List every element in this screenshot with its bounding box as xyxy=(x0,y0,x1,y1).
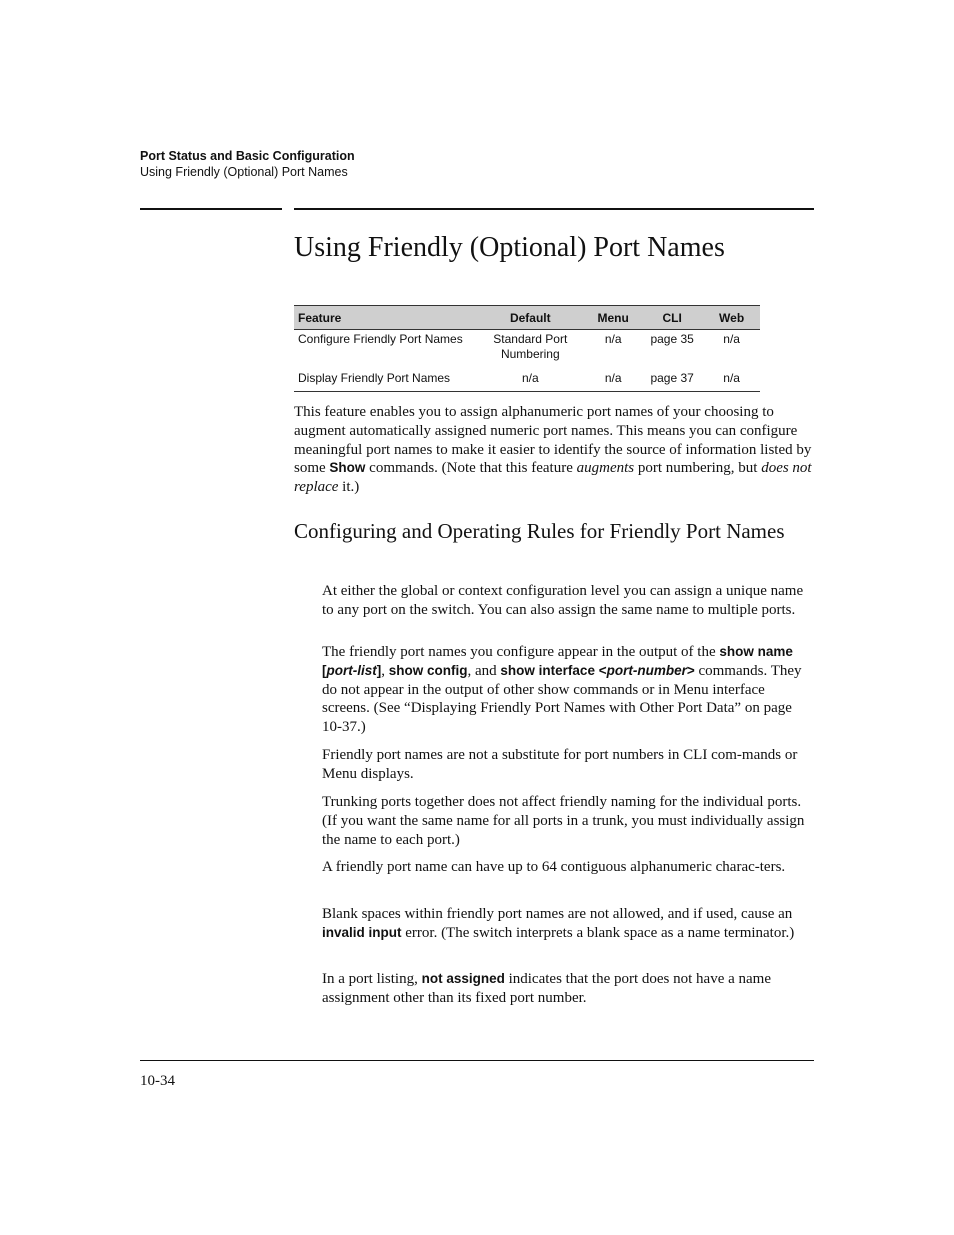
column-header-web: Web xyxy=(703,306,760,330)
rule-paragraph-1: At either the global or context configuration level you can assign a unique name to any port on the switch. You can also assign the same name to multiple ports. xyxy=(322,583,804,618)
rule-2-text-1: The friendly port names you configure appear in the output of the xyxy=(322,644,720,660)
table-cell-feature: Configure Friendly Port Names xyxy=(298,332,463,346)
rule-paragraph-5: A friendly port name can have up to 64 contiguous alphanumeric charac-ters. xyxy=(322,859,786,875)
rule-paragraph-3: Friendly port names are not a substitute for port numbers in CLI com-mands or Menu displays. xyxy=(322,747,798,782)
param-port-number: port-number xyxy=(606,662,687,678)
rule-2-text-2: , xyxy=(381,662,389,679)
keyword-not-assigned: not assigned xyxy=(421,971,505,986)
emphasis-augments: augments xyxy=(576,460,635,477)
table-cell-web: n/a xyxy=(723,332,740,346)
running-head xyxy=(140,148,355,180)
header-rule-left xyxy=(140,208,282,210)
rule-2-text-4: commands. They do not appear in the output of other show commands or in Menu interface screens. (See “Displaying Friendly Port Names with Other Port Data” on page 10-37.) xyxy=(322,662,802,736)
rule-2-text-3: , and xyxy=(467,662,501,679)
command-show-name: show name [ xyxy=(322,644,793,678)
page-title: Using Friendly (Optional) Port Names xyxy=(294,232,725,263)
table-cell-cli: page 37 xyxy=(641,369,703,392)
param-port-list: port-list xyxy=(326,662,377,678)
angle-close: > xyxy=(686,662,695,678)
keyword-invalid-input: invalid input xyxy=(322,924,402,940)
column-header-feature: Feature xyxy=(294,306,475,330)
rule-paragraph-2 xyxy=(322,643,814,737)
rule-7-text-2: indicates that the port does not have a name assignment other than its fixed port number. xyxy=(322,971,772,1006)
table-cell-menu: n/a xyxy=(604,332,622,346)
table-cell-web: n/a xyxy=(703,369,760,392)
table-cell-default xyxy=(475,330,585,370)
rule-6-text-2: error. (The switch interprets a blank space as a name terminator.) xyxy=(401,924,795,941)
intro-text-1: This feature enables you to assign alphanumeric port names of your choosing to augment automatically assigned numeric port names. This means you can configure meaningful port names to make it easier to identify the source of information listed by some xyxy=(294,404,812,477)
intro-text-3: port numbering, but xyxy=(634,460,762,477)
intro-text-2: commands. (Note that this feature xyxy=(365,460,577,477)
intro-text-4: it.) xyxy=(338,479,360,496)
footer-rule xyxy=(140,1060,814,1061)
table-header-row xyxy=(294,306,760,330)
table-row xyxy=(294,369,760,392)
running-head-title: Port Status and Basic Configuration xyxy=(140,149,355,163)
default-line-2: Numbering xyxy=(500,347,560,361)
rule-7-text-1: In a port listing, xyxy=(322,971,422,987)
rule-paragraph-6 xyxy=(322,905,814,943)
feature-table xyxy=(294,305,760,392)
emphasis-does-not-replace: does not replace xyxy=(294,460,812,496)
command-show-interface: show interface < xyxy=(500,662,607,678)
command-show-config: show config xyxy=(388,662,468,678)
show-keyword: Show xyxy=(329,460,366,476)
rule-paragraph-4: Trunking ports together does not affect friendly naming for the individual ports. (If you want the same name for all ports in a trunk, you must individually assign the name to each port.) xyxy=(322,794,805,848)
rule-6-text-1: Blank spaces within friendly port names are not allowed, and if used, cause an xyxy=(322,906,793,922)
intro-paragraph xyxy=(294,403,814,497)
running-head-subtitle: Using Friendly (Optional) Port Names xyxy=(140,165,348,179)
table-cell-feature: Display Friendly Port Names xyxy=(294,369,475,392)
rule-paragraph-7 xyxy=(322,970,814,1008)
default-line-1: Standard Port xyxy=(493,332,568,346)
section-heading: Configuring and Operating Rules for Friendly Port Names xyxy=(294,519,785,543)
column-header-menu: Menu xyxy=(585,306,641,330)
table-cell-default: n/a xyxy=(475,369,585,392)
bracket-close: ] xyxy=(376,662,382,678)
page-number: 10-34 xyxy=(140,1073,175,1089)
table-cell-cli: page 35 xyxy=(650,332,694,346)
column-header-cli: CLI xyxy=(641,306,703,330)
table-row xyxy=(294,330,760,370)
column-header-default: Default xyxy=(475,306,585,330)
table-cell-menu: n/a xyxy=(585,369,641,392)
header-rule-right xyxy=(294,208,814,210)
